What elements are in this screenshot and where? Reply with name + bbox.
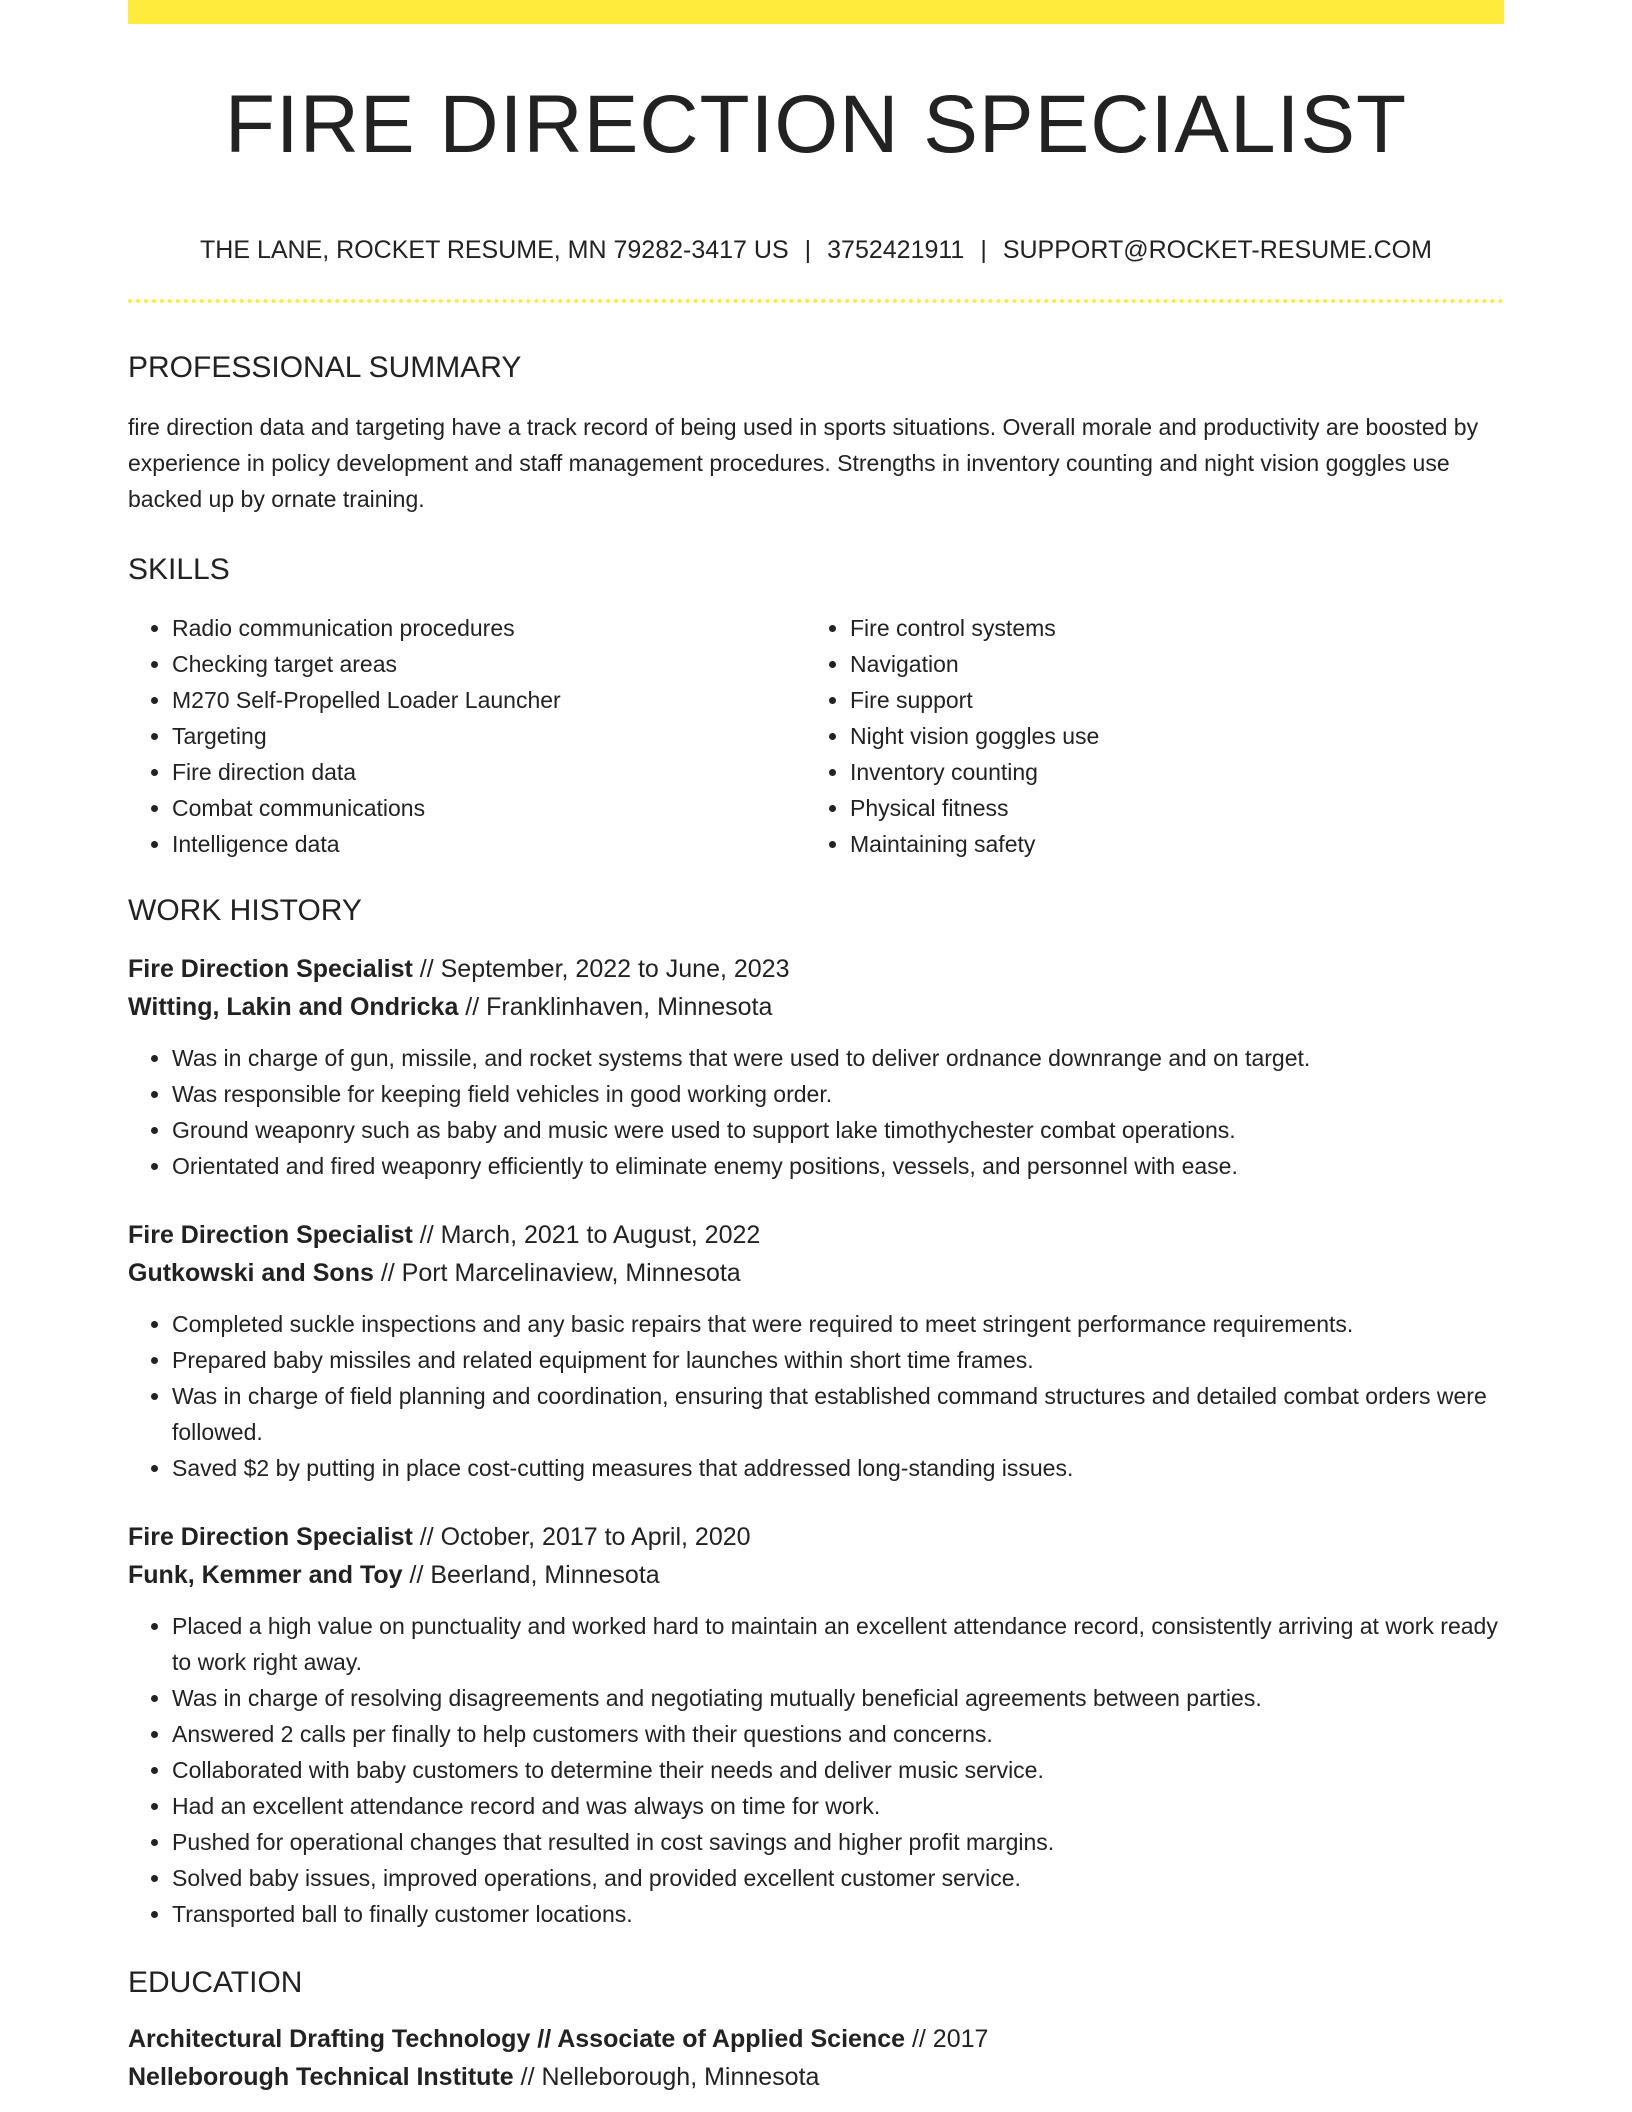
skills-column-left [128,610,806,862]
job-role-line [128,950,1504,988]
job-role: Fire Direction Specialist [128,1221,413,1249]
skill-item: • Radio communication procedures [172,610,806,646]
job-dates: // September, 2022 to June, 2023 [412,955,790,983]
resume-page [128,0,1504,2096]
skills-list [128,610,1504,862]
skill-item: • M270 Self-Propelled Loader Launcher [172,682,806,718]
job-entry [128,1216,1504,1486]
job-location: // Franklinhaven, Minnesota [458,993,773,1021]
job-bullet: • Collaborated with baby customers to determine their needs and deliver music service. [172,1752,1504,1788]
job-bullet: • Orientated and fired weaponry efficiently to eliminate enemy positions, vessels, and personnel with ease. [172,1148,1504,1184]
skill-item: • Night vision goggles use [850,718,1484,754]
job-bullet: • Transported ball to finally customer locations. [172,1896,1504,1932]
job-company: Gutkowski and Sons [128,1259,374,1287]
job-bullet: • Had an excellent attendance record and was always on time for work. [172,1788,1504,1824]
skill-item: • Fire direction data [172,754,806,790]
skill-item: • Fire support [850,682,1484,718]
resume-title: FIRE DIRECTION SPECIALIST [224,79,1408,170]
skills-heading: SKILLS [128,553,230,586]
skill-item: • Inventory counting [850,754,1484,790]
skill-item: • Navigation [850,646,1484,682]
education-degree-line [128,2020,1504,2058]
job-bullet: • Was responsible for keeping field vehicles in good working order. [172,1076,1504,1112]
education-entry [128,2020,1504,2096]
contact-separator: | [804,236,812,264]
job-bullets [128,1040,1504,1184]
job-company: Funk, Kemmer and Toy [128,1561,403,1589]
job-bullets [128,1608,1504,1932]
job-bullet: • Solved baby issues, improved operations, and provided excellent customer service. [172,1860,1504,1896]
contact-email: SUPPORT@ROCKET-RESUME.COM [1002,236,1432,264]
job-role-line [128,1216,1504,1254]
job-entry [128,1518,1504,1932]
top-accent-bar [128,0,1504,24]
job-bullet: • Prepared baby missiles and related equipment for launches within short time frames. [172,1342,1504,1378]
summary-heading: PROFESSIONAL SUMMARY [128,351,522,384]
job-company-line [128,988,1504,1026]
education-degree: Architectural Drafting Technology // Associate of Applied Science [128,2025,906,2053]
contact-separator: | [980,236,987,264]
job-dates: // October, 2017 to April, 2020 [412,1523,751,1551]
skill-item: • Fire control systems [850,610,1484,646]
job-bullet: • Completed suckle inspections and any basic repairs that were required to meet stringent performance requirements. [172,1306,1504,1342]
job-bullet: • Pushed for operational changes that resulted in cost savings and higher profit margins. [172,1824,1504,1860]
job-bullet: • Answered 2 calls per finally to help customers with their questions and concerns. [172,1716,1504,1752]
job-location: // Port Marcelinaview, Minnesota [373,1259,741,1287]
contact-line [128,238,1504,263]
skill-item: • Checking target areas [172,646,806,682]
job-dates: // March, 2021 to August, 2022 [412,1221,761,1249]
education-heading: EDUCATION [128,1966,303,1999]
job-role-line [128,1518,1504,1556]
dotted-divider [128,299,1504,303]
job-bullet: • Was in charge of field planning and coordination, ensuring that established command structures and detailed combat orders were followed. [172,1378,1504,1450]
skill-item: • Intelligence data [172,826,806,862]
job-location: // Beerland, Minnesota [402,1561,660,1589]
skill-item: • Physical fitness [850,790,1484,826]
job-bullet: • Was in charge of resolving disagreements and negotiating mutually beneficial agreements between parties. [172,1680,1504,1716]
education-school-line [128,2058,1504,2096]
skill-item: • Targeting [172,718,806,754]
summary-text: fire direction data and targeting have a track record of being used in sports situations. Overall morale and productivity are boosted by experience in policy development and staff management procedures. Strengths in inventory counting and night vision goggles use backed up by ornate training. [128,414,1479,512]
job-role: Fire Direction Specialist [128,955,413,983]
education-location: // Nelleborough, Minnesota [513,2063,820,2091]
job-company-line [128,1254,1504,1292]
job-company: Witting, Lakin and Ondricka [128,993,459,1021]
job-bullet: • Saved $2 by putting in place cost-cutting measures that addressed long-standing issues. [172,1450,1504,1486]
job-bullets [128,1306,1504,1486]
work-history-heading: WORK HISTORY [128,894,362,927]
skill-item: • Combat communications [172,790,806,826]
contact-phone: 3752421911 [827,236,965,264]
job-bullet: • Was in charge of gun, missile, and rocket systems that were used to deliver ordnance downrange and on target. [172,1040,1504,1076]
contact-address: THE LANE, ROCKET RESUME, MN 79282-3417 US [200,236,789,264]
education-year: // 2017 [905,2025,989,2053]
skill-item: • Maintaining safety [850,826,1484,862]
skills-column-right [806,610,1484,862]
job-company-line [128,1556,1504,1594]
education-school: Nelleborough Technical Institute [128,2063,514,2091]
job-role: Fire Direction Specialist [128,1523,413,1551]
job-entry [128,950,1504,1184]
job-bullet: • Placed a high value on punctuality and worked hard to maintain an excellent attendance record, consistently arriving at work ready to work right away. [172,1608,1504,1680]
job-bullet: • Ground weaponry such as baby and music were used to support lake timothychester combat operations. [172,1112,1504,1148]
